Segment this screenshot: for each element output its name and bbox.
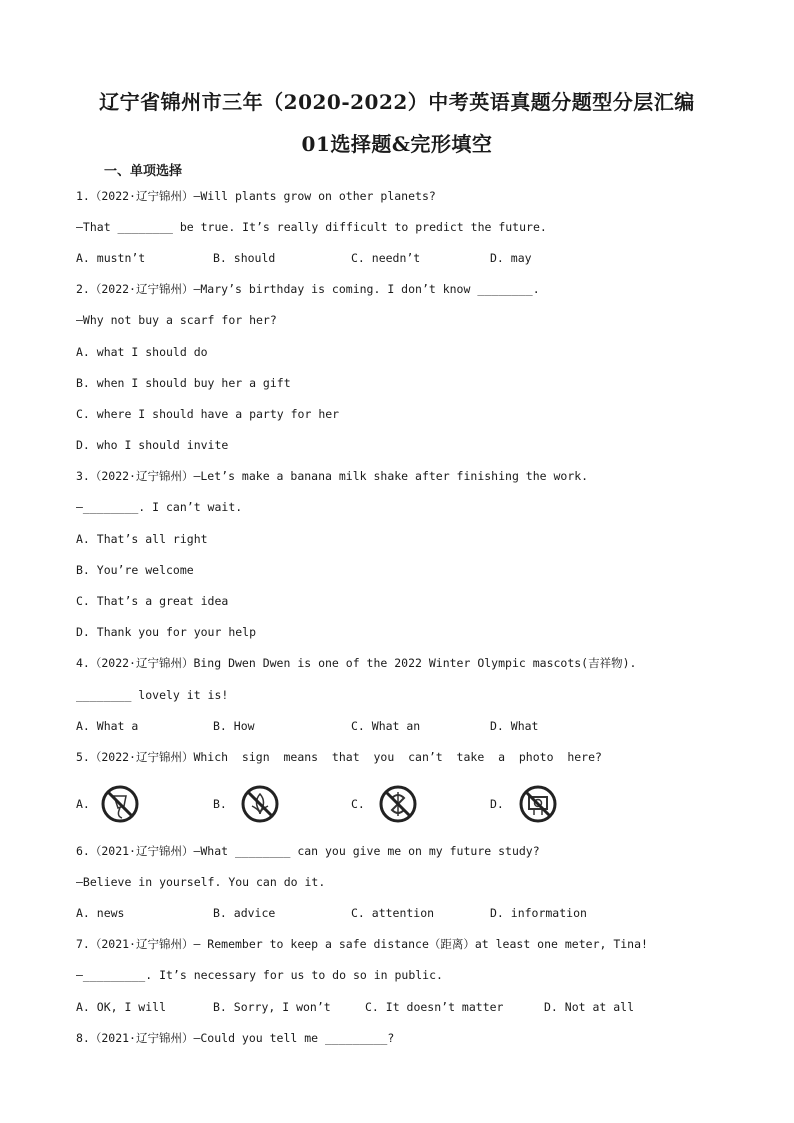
question-4-option-d: D. What: [490, 719, 539, 733]
question-7-stem: 7.（2021·辽宁锦州）— Remember to keep a safe distance（距离）at least one meter, Tina!: [76, 937, 648, 951]
question-3-line2: —________. I can’t wait.: [76, 500, 243, 514]
no-medicine-sign-icon: [378, 784, 418, 824]
question-5-option-d: D.: [490, 797, 504, 811]
question-6-option-d: D. information: [490, 906, 587, 920]
no-plants-sign-icon: [240, 784, 280, 824]
question-3-option-a: A. That’s all right: [76, 532, 208, 546]
question-2-option-b: B. when I should buy her a gift: [76, 376, 291, 390]
question-7-option-c: C. It doesn’t matter: [365, 1000, 504, 1014]
question-4-stem: 4.（2022·辽宁锦州）Bing Dwen Dwen is one of the 2022 Winter Olympic mascots(吉祥物).: [76, 656, 637, 670]
question-5-option-b: B.: [213, 797, 227, 811]
question-6-line2: —Believe in yourself. You can do it.: [76, 875, 326, 889]
question-2-option-a: A. what I should do: [76, 345, 208, 359]
document-title: 辽宁省锦州市三年（2020-2022）中考英语真题分题型分层汇编: [99, 90, 695, 114]
question-1-option-d: D. may: [490, 251, 532, 265]
question-1-option-b: B. should: [213, 251, 276, 265]
question-4-option-a: A. What a: [76, 719, 139, 733]
question-7-option-b: B. Sorry, I won’t: [213, 1000, 331, 1014]
question-5-option-a: A.: [76, 797, 90, 811]
question-5-stem: 5.（2022·辽宁锦州）Which sign means that you can’t take a photo here?: [76, 750, 602, 764]
question-1-stem: 1.（2022·辽宁锦州）—Will plants grow on other planets?: [76, 189, 436, 203]
question-7-option-a: A. OK, I will: [76, 1000, 167, 1014]
question-6-option-c: C. attention: [351, 906, 435, 920]
question-4-option-b: B. How: [213, 719, 255, 733]
document-subtitle: 01选择题&完形填空: [301, 132, 493, 156]
question-2-option-d: D. who I should invite: [76, 438, 229, 452]
question-2-line2: —Why not buy a scarf for her?: [76, 313, 277, 327]
section-heading: 一、单项选择: [104, 164, 183, 179]
question-7-option-d: D. Not at all: [544, 1000, 635, 1014]
question-4-option-c: C. What an: [351, 719, 421, 733]
question-3-option-b: B. You’re welcome: [76, 563, 194, 577]
question-7-line2: —_________. It’s necessary for us to do so in public.: [76, 968, 443, 982]
question-5-option-c: C.: [351, 797, 365, 811]
question-4-line2: ________ lovely it is!: [76, 688, 229, 702]
question-6-option-b: B. advice: [213, 906, 276, 920]
question-6-stem: 6.（2021·辽宁锦州）—What ________ can you give me on my future study?: [76, 844, 540, 858]
no-fishing-sign-icon: [100, 784, 140, 824]
question-1-option-c: C. needn’t: [351, 251, 421, 265]
question-8-stem: 8.（2021·辽宁锦州）—Could you tell me _________?: [76, 1031, 395, 1045]
question-3-option-d: D. Thank you for your help: [76, 625, 257, 639]
question-6-option-a: A. news: [76, 906, 125, 920]
no-camera-sign-icon: [518, 784, 558, 824]
question-2-stem: 2.（2022·辽宁锦州）—Mary’s birthday is coming. I don’t know ________.: [76, 282, 540, 296]
question-1-line2: —That ________ be true. It’s really difficult to predict the future.: [76, 220, 547, 234]
question-2-option-c: C. where I should have a party for her: [76, 407, 340, 421]
question-1-option-a: A. mustn’t: [76, 251, 146, 265]
question-3-option-c: C. That’s a great idea: [76, 594, 229, 608]
question-3-stem: 3.（2022·辽宁锦州）—Let’s make a banana milk shake after finishing the work.: [76, 469, 589, 483]
